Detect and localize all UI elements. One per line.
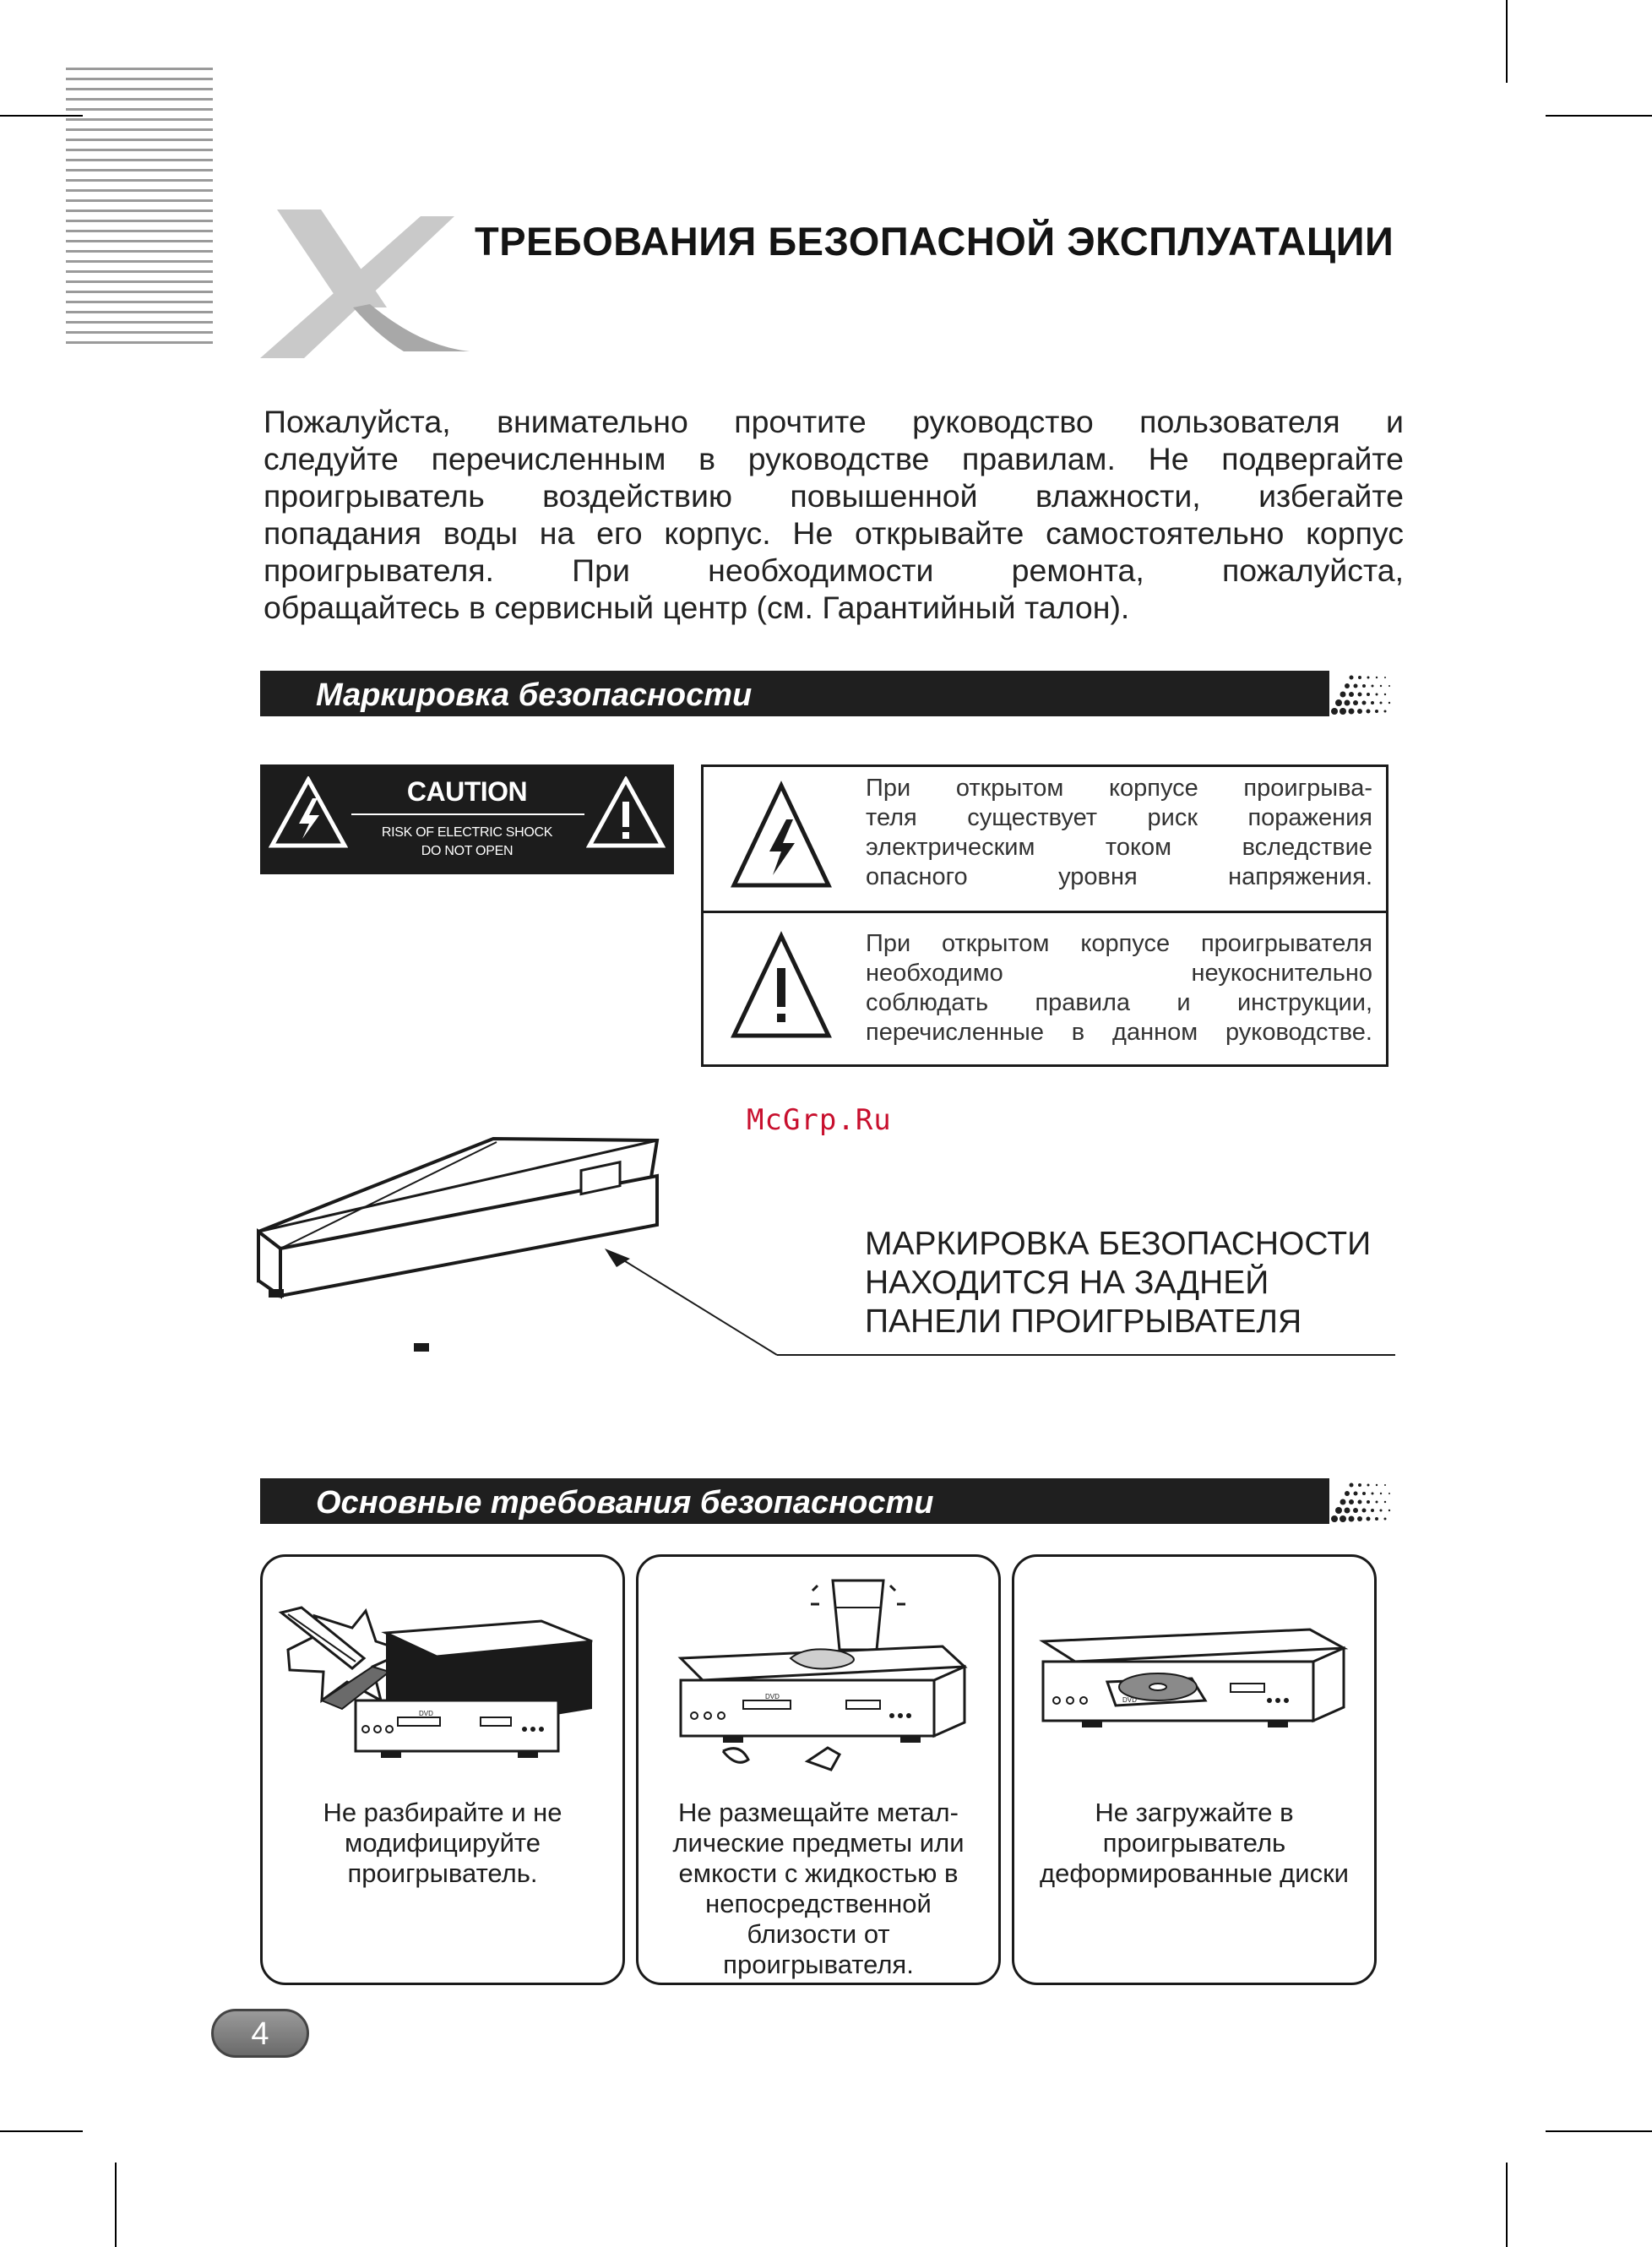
card-caption bbox=[647, 1798, 990, 1980]
safety-card-no-disassembly bbox=[260, 1554, 625, 1985]
table-divider bbox=[704, 911, 1386, 913]
section-header-safety-marking bbox=[260, 671, 1397, 716]
page-number-badge bbox=[211, 2009, 309, 2058]
warning-line: При открытом корпусе проигрыва- bbox=[866, 775, 1372, 802]
screwdriver-player-icon bbox=[271, 1574, 614, 1776]
page-number: 4 bbox=[251, 2016, 269, 2052]
warning-text-shock bbox=[866, 774, 1372, 892]
crop-mark bbox=[1546, 2130, 1652, 2132]
warning-line: необходимо неукоснительно bbox=[866, 960, 1372, 987]
caption-line: проигрыватель bbox=[1102, 1828, 1286, 1858]
halftone-dots-icon bbox=[1329, 671, 1397, 716]
page-title: ТРЕБОВАНИЯ БЕЗОПАСНОЙ ЭКСПЛУАТАЦИИ bbox=[475, 219, 1394, 264]
section-title: Основные требования безопасности bbox=[316, 1485, 934, 1521]
location-line: НАХОДИТСЯ НА ЗАДНЕЙ bbox=[865, 1265, 1269, 1301]
caution-label bbox=[260, 764, 674, 874]
caution-line: DO NOT OPEN bbox=[421, 844, 514, 858]
warning-line: перечисленные в данном руководстве. bbox=[866, 1019, 1372, 1046]
dvd-logo: DVD bbox=[1122, 1696, 1137, 1704]
caption-line: проигрывателя. bbox=[723, 1950, 914, 1979]
card-caption bbox=[1023, 1798, 1366, 1889]
intro-line: попадания воды на его корпус. Не открывайте самостоятельно корпус bbox=[264, 515, 1404, 551]
warning-line: электрическим током вследствие bbox=[866, 834, 1372, 861]
caution-line: RISK OF ELECTRIC SHOCK bbox=[381, 825, 553, 840]
section-header-basic-requirements bbox=[260, 1478, 1397, 1524]
header-stripes bbox=[66, 68, 213, 358]
safety-card-no-warped-discs bbox=[1012, 1554, 1377, 1985]
caption-line: близости от bbox=[747, 1919, 890, 1949]
warning-line: опасного уровня напряжения. bbox=[866, 863, 1372, 890]
caption-line: емкости с жидкостью в bbox=[678, 1858, 959, 1888]
dvd-logo: DVD bbox=[419, 1710, 433, 1717]
intro-line: Пожалуйста, внимательно прочтите руководство пользователя и bbox=[264, 404, 1404, 439]
watermark: McGrp.Ru bbox=[747, 1103, 892, 1137]
caption-line: деформированные диски bbox=[1040, 1858, 1349, 1888]
warnings-table bbox=[701, 764, 1388, 1067]
caption-line: проигрыватель. bbox=[347, 1858, 538, 1888]
intro-line: проигрывателя. При необходимости ремонта, пожалуйста, bbox=[264, 552, 1404, 588]
label-location-text bbox=[865, 1225, 1371, 1341]
disc-tray-player-icon bbox=[1023, 1574, 1366, 1776]
caption-line: лические предметы или bbox=[672, 1828, 965, 1858]
x-logo-icon bbox=[252, 209, 475, 358]
caution-heading: CAUTION bbox=[406, 776, 528, 807]
halftone-dots-icon bbox=[1329, 1478, 1397, 1524]
lightning-warning-icon bbox=[729, 781, 834, 892]
intro-line: следуйте перечисленным в руководстве правилам. Не подвергайте bbox=[264, 441, 1404, 476]
caption-line: Не размещайте метал- bbox=[678, 1798, 959, 1827]
caption-line: Не разбирайте и не bbox=[323, 1798, 562, 1827]
caption-line: непосредственной bbox=[705, 1889, 932, 1918]
intro-line: проигрыватель воздействию повышенной влажности, избегайте bbox=[264, 478, 1404, 514]
caption-line: Не загружайте в bbox=[1095, 1798, 1294, 1827]
warning-text-instructions bbox=[866, 929, 1372, 1047]
warning-line: При открытом корпусе проигрывателя bbox=[866, 930, 1372, 957]
warning-line: теля существует риск поражения bbox=[866, 804, 1372, 831]
warning-line: соблюдать правила и инструкции, bbox=[866, 989, 1372, 1016]
crop-mark bbox=[0, 2130, 83, 2132]
crop-mark bbox=[1506, 0, 1508, 83]
caution-divider bbox=[351, 813, 584, 815]
crop-mark bbox=[1546, 115, 1652, 117]
exclamation-warning-icon bbox=[729, 931, 834, 1042]
location-line: ПАНЕЛИ ПРОИГРЫВАТЕЛЯ bbox=[865, 1303, 1302, 1340]
intro-line: обращайтесь в сервисный центр (см. Гарантийный талон). bbox=[264, 590, 1130, 625]
safety-card-no-liquids bbox=[636, 1554, 1001, 1985]
dvd-logo: DVD bbox=[765, 1693, 780, 1700]
crop-mark bbox=[1506, 2163, 1508, 2247]
location-line: МАРКИРОВКА БЕЗОПАСНОСТИ bbox=[865, 1226, 1372, 1262]
intro-paragraph bbox=[264, 403, 1404, 626]
crop-mark bbox=[115, 2163, 117, 2247]
caption-line: модифицируйте bbox=[345, 1828, 541, 1858]
card-caption bbox=[271, 1798, 614, 1889]
glass-player-icon bbox=[647, 1574, 990, 1776]
section-title: Маркировка безопасности bbox=[316, 677, 753, 713]
